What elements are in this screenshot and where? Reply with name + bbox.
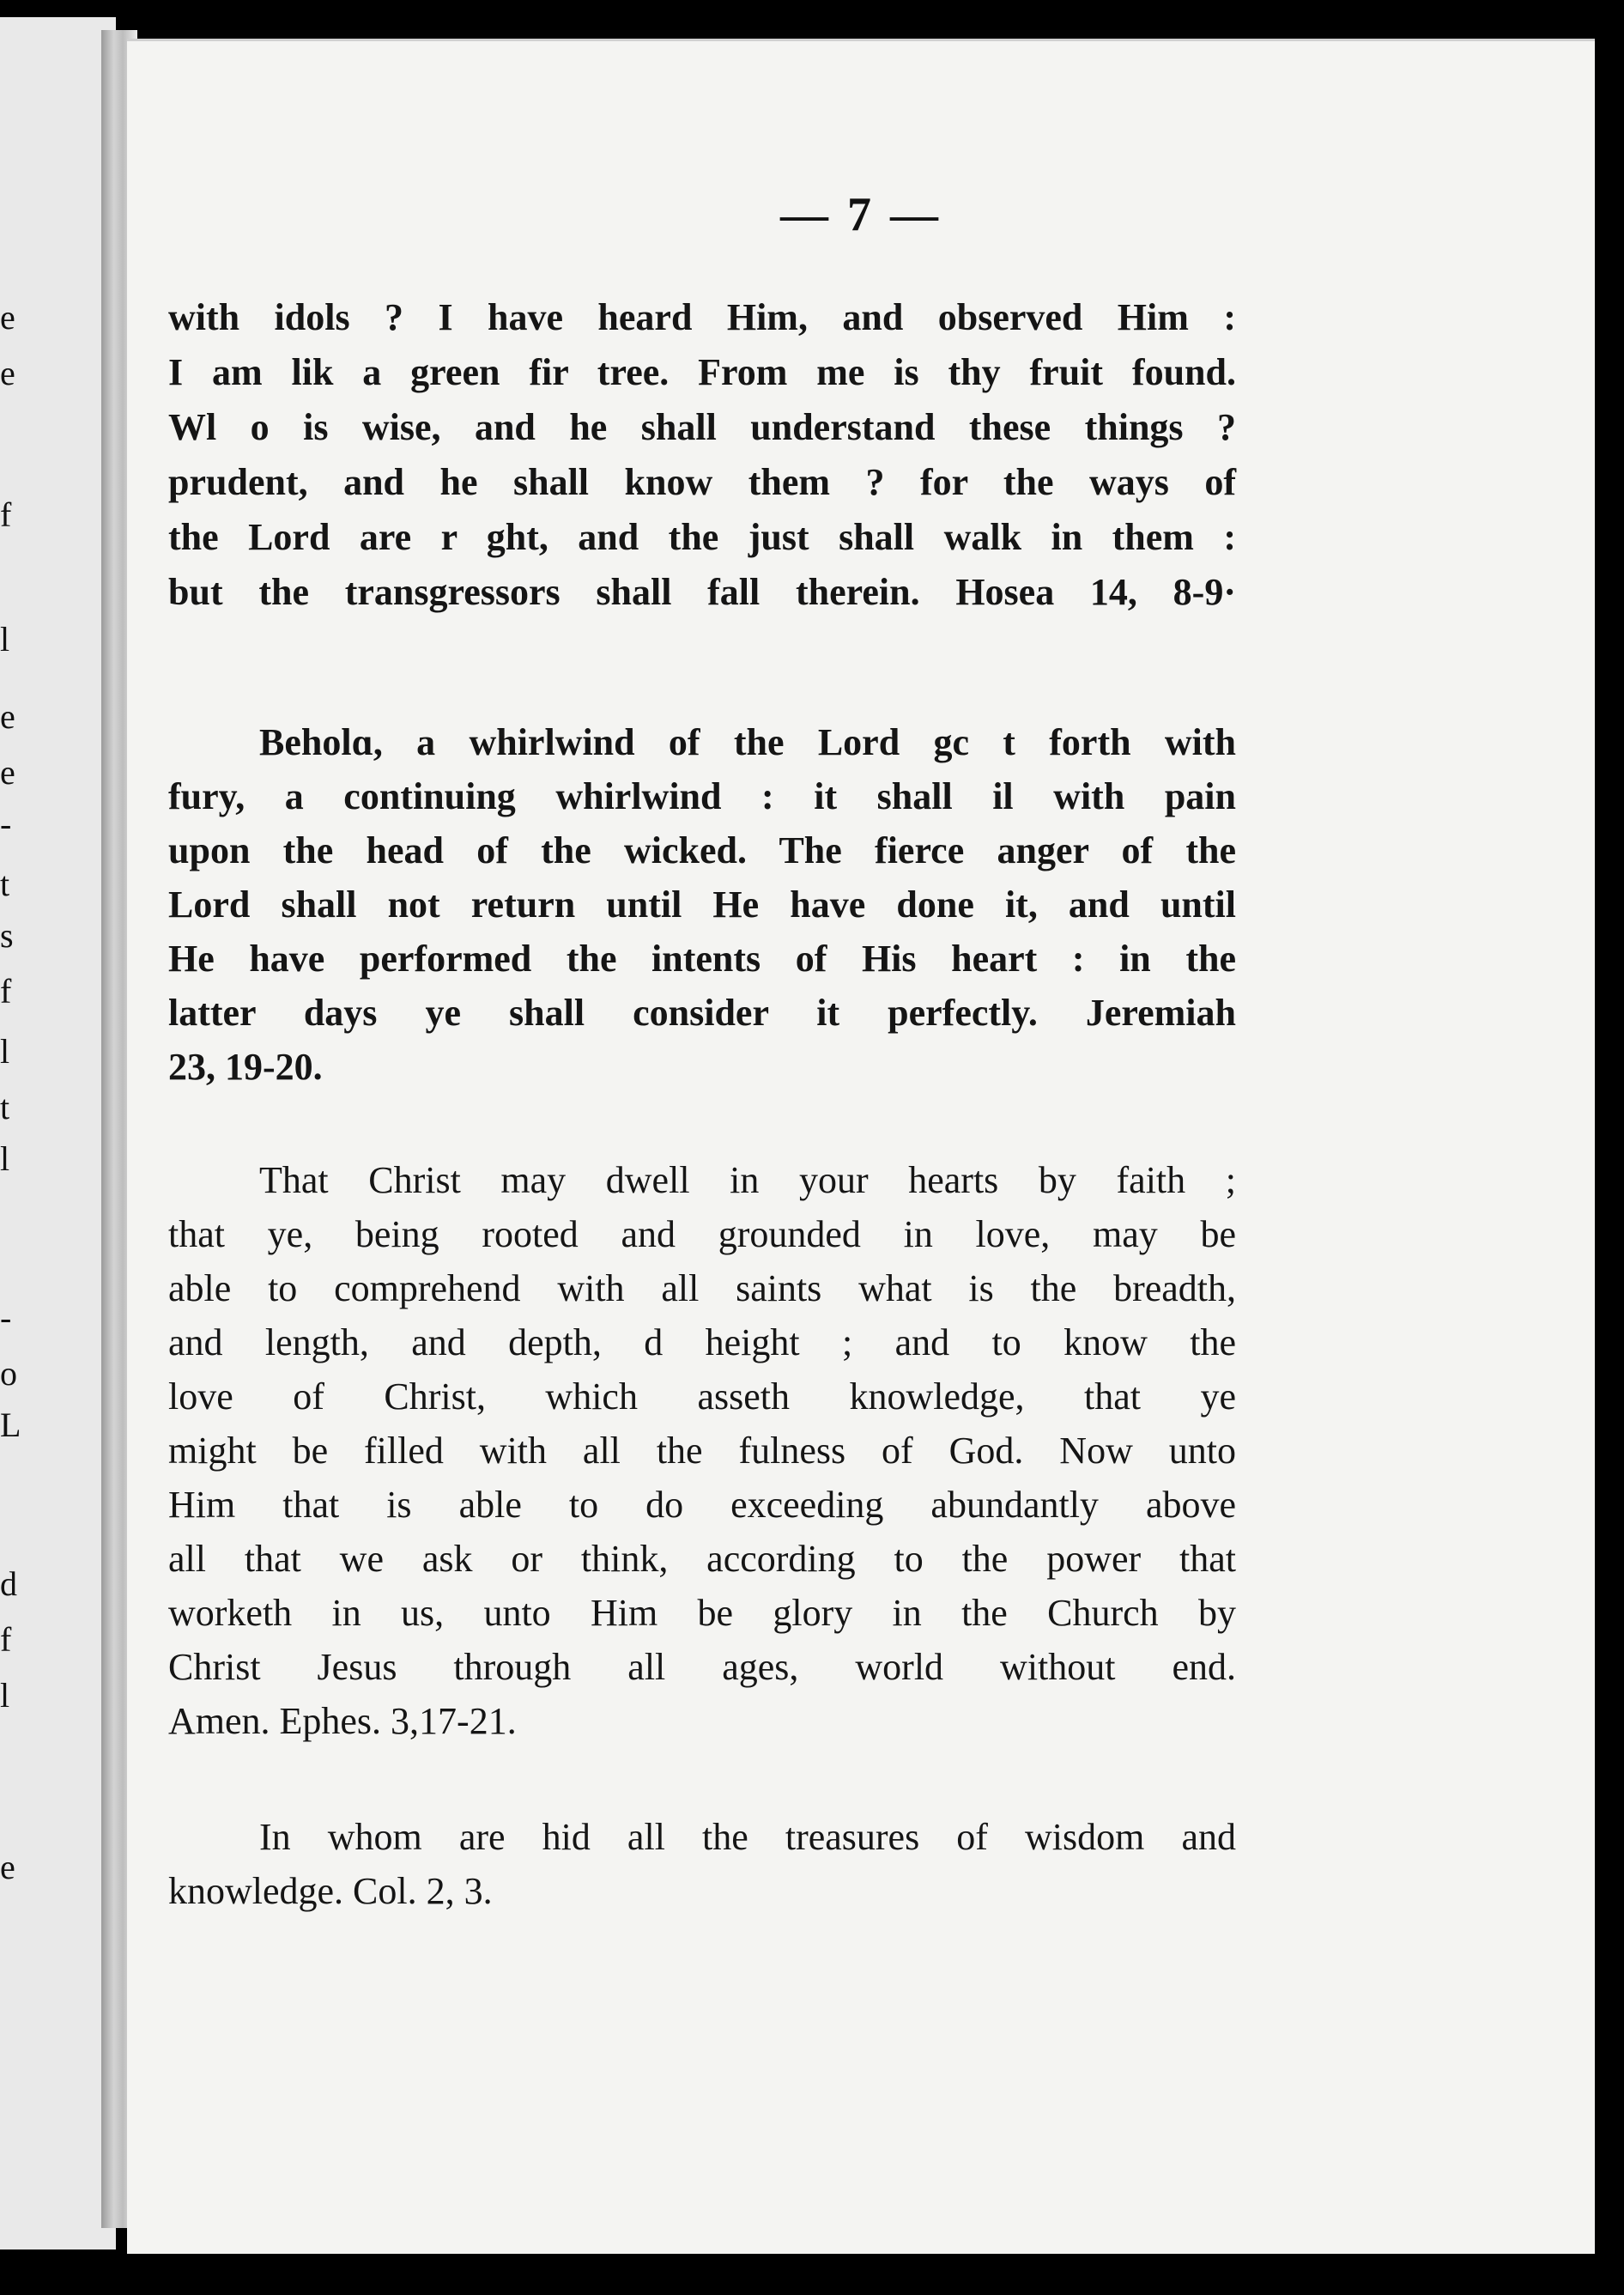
text-line: That Christ may dwell in your hearts by faith ;	[259, 1159, 1236, 1201]
left-page-char: -	[0, 804, 12, 843]
text-line: 23, 19-20.	[168, 1046, 323, 1088]
text-line: all that we ask or think, according to the power that	[168, 1538, 1236, 1580]
text-line: but the transgressors shall fall therein. Hosea 14, 8-9·	[168, 571, 1236, 613]
passage-ephesians	[168, 1153, 1236, 1748]
book-page	[127, 39, 1595, 2256]
left-page-char: t	[0, 1088, 10, 1126]
left-page-char: e	[0, 1848, 15, 1886]
text-line: love of Christ, which asseth knowledge, that ye	[168, 1375, 1236, 1418]
left-page-char: o	[0, 1354, 17, 1393]
left-page-char: t	[0, 865, 10, 903]
text-line: knowledge. Col. 2, 3.	[168, 1870, 493, 1912]
text-line: Lord shall not return until He have done it, and until	[168, 883, 1236, 926]
text-line: Amen. Ephes. 3,17-21.	[168, 1700, 517, 1742]
left-page-char: e	[0, 298, 15, 337]
text-line: and length, and depth, d height ; and to know the	[168, 1321, 1236, 1363]
text-line: In whom are hid all the treasures of wisdom and	[259, 1816, 1236, 1858]
text-line: upon the head of the wicked. The fierce anger of the	[168, 829, 1236, 871]
left-page-char: L	[0, 1406, 21, 1444]
text-line: He have performed the intents of His heart : in the	[168, 938, 1236, 980]
text-line: fury, a continuing whirlwind : it shall il with pain	[168, 775, 1236, 817]
text-line: Christ Jesus through all ages, world without end.	[168, 1646, 1236, 1688]
passage-hosea	[168, 290, 1236, 620]
left-page-char: e	[0, 354, 15, 392]
left-page-char: s	[0, 916, 14, 955]
text-line: prudent, and he shall know them ? for the ways of	[168, 461, 1236, 503]
left-page-char: l	[0, 1139, 10, 1178]
text-line: Him that is able to do exceeding abundantly above	[168, 1484, 1236, 1526]
text-line: I am lik a green fir tree. From me is thy fruit found.	[168, 351, 1236, 393]
page-number: — 7 —	[780, 188, 942, 241]
text-line: that ye, being rooted and grounded in love, may be	[168, 1213, 1236, 1255]
left-page-char: f	[0, 1620, 12, 1659]
left-page-char: e	[0, 753, 15, 792]
scan-border	[0, 2254, 1624, 2295]
text-line: worketh in us, unto Him be glory in the Church by	[168, 1592, 1236, 1634]
left-page-char: l	[0, 1676, 10, 1715]
left-page-char: -	[0, 1298, 12, 1337]
text-line: with idols ? I have heard Him, and observed Him :	[168, 296, 1236, 338]
left-page-char: f	[0, 972, 12, 1011]
left-facing-page	[0, 17, 116, 2249]
text-line: latter days ye shall consider it perfectly. Jeremiah	[168, 992, 1236, 1034]
left-page-char: l	[0, 620, 10, 659]
text-line: Wl o is wise, and he shall understand these things ?	[168, 406, 1236, 448]
left-page-char: f	[0, 495, 12, 534]
left-page-char: l	[0, 1032, 10, 1071]
text-line: the Lord are r ght, and the just shall walk in them :	[168, 516, 1236, 558]
text-line: able to comprehend with all saints what is the breadth,	[168, 1267, 1236, 1309]
left-page-char: d	[0, 1564, 17, 1603]
left-page-char: e	[0, 697, 15, 736]
passage-jeremiah	[168, 715, 1236, 1094]
passage-colossians	[168, 1810, 1236, 1918]
text-line: Beholɑ, a whirlwind of the Lord gc t forth with	[259, 721, 1236, 763]
text-line: might be filled with all the fulness of God. Now unto	[168, 1430, 1236, 1472]
